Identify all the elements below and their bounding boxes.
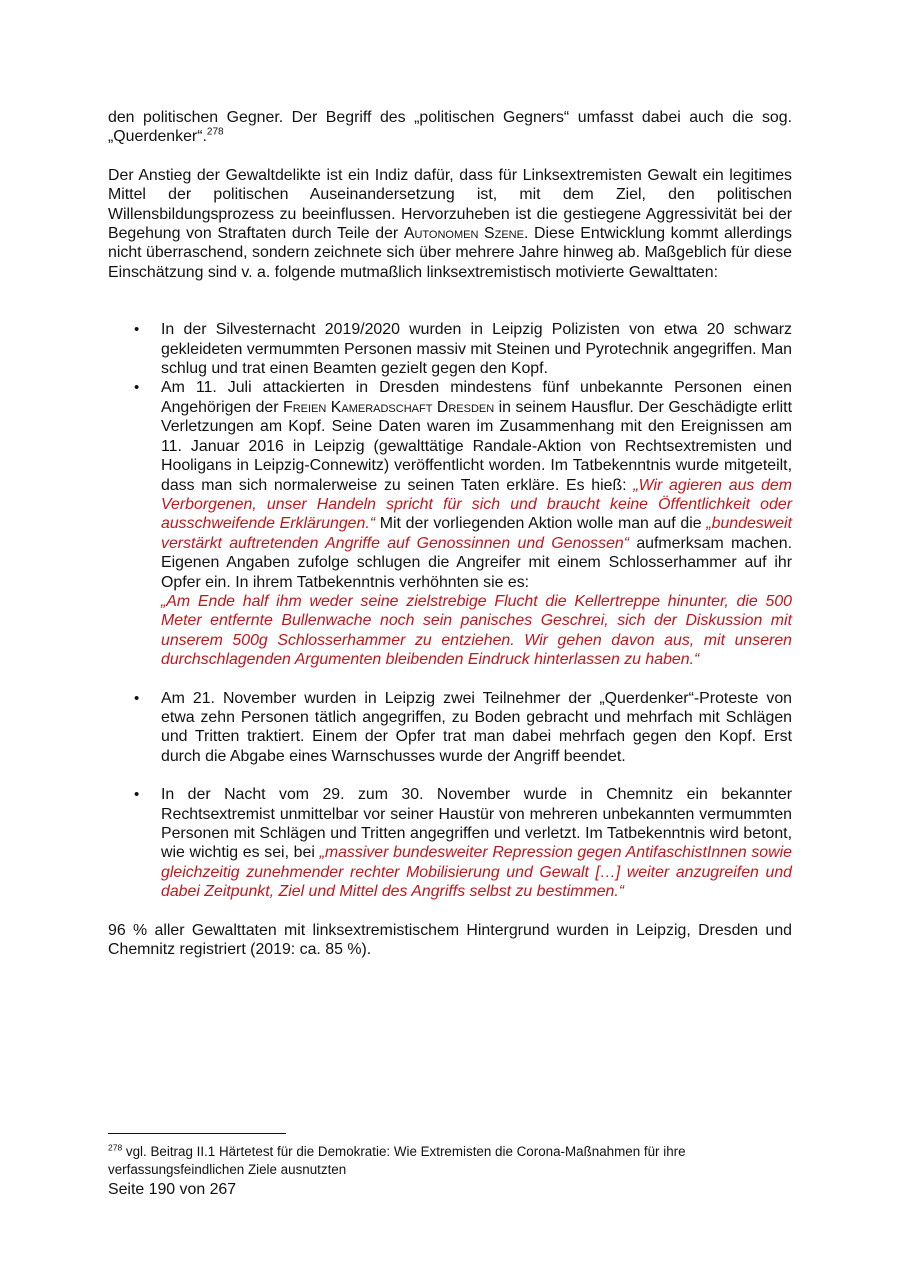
list-item: • Am 11. Juli attackierten in Dresden mindestens fünf unbekannte Personen einen Angehörigen der Freien Kameradschaft Dresden in seinem Hausflur. Der Geschädigte erlitt Verletzungen am Kopf. Seine Daten waren im Zusammenhang mit den Ereignissen am 11. Januar 2016 in Leipzig (gewalttätige Randale-Aktion von Rechtsextremisten und Hooligans in Leipzig-Connewitz) veröffentlicht worden. Im Tatbekenntnis wurde mitgeteilt, dass man sich normalerweise zu seinen Taten erkläre. Es hieß: „Wir agieren aus dem Verborgenen, unser Handeln spricht für sich und braucht keine Öffentlichkeit oder ausschweifende Erklärungen.“ Mit der vorliegenden Aktion wolle man auf die „bundesweit verstärkt auftretenden Angriffe auf Genossinnen und Genossen“ aufmerksam machen. Eigenen Angaben zufolge schlugen die Angreifer mit einem Schlosserhammer auf ihr Opfer ein. In ihrem Tatbekenntnis verhöhnten sie es: „Am Ende half ihm weder seine zielstrebige Flucht die Kellertreppe hinunter, die 500 Meter entfernte Bullenwache noch sein panisches Geschrei, sich der Diskussion mit unserem 500g Schlosserhammer zu entziehen. Wir gehen davon aus, mit unseren durchschlagenden Argumenten bleibenden Eindruck hinterlassen zu haben.“ xyxy=(134,379,793,669)
list-item: • In der Silvesternacht 2019/2020 wurden in Leipzig Polizisten von etwa 20 schwarz gekleideten vermummten Personen massiv mit Steinen und Pyrotechnik angegriffen. Man schlug und trat einen Beamten gezielt gegen den Kopf. xyxy=(134,321,792,378)
bullet-icon: • xyxy=(134,786,140,804)
organization-name: Autonomen Szene xyxy=(403,225,524,243)
list-item: • In der Nacht vom 29. zum 30. November wurde in Chemnitz ein bekannter Rechtsextremist unmittelbar vor seiner Haustür von mehreren unbekannten vermummten Personen mit Schlägen und Tritten angegriffen und verletzt. Im Tatbekenntnis wird betont, wie wichtig es sei, bei „massiver bundesweiter Repression gegen AntifaschistInnen sowie gleichzeitig zunehmender rechter Mobilisierung und Gewalt […] weiter anzugreifen und dabei Zeitpunkt, Ziel und Mittel des Angriffs selbst zu bestimmen.“ xyxy=(134,786,792,901)
block-quote: „Am Ende half ihm weder seine zielstrebige Flucht die Kellertreppe hinunter, die 500 Meter entfernte Bullenwache noch sein panisches Geschrei, sich der Diskussion mit unserem 500g Schlosserhammer zu entziehen. Wir gehen davon aus, mit unseren durchschlagenden Argumenten bleibenden Eindruck hinterlassen zu haben.“ xyxy=(161,592,792,669)
incident-list xyxy=(108,320,792,669)
footnote-reference[interactable]: 278 xyxy=(206,127,224,139)
page-number: Seite 190 von 267 xyxy=(108,1181,237,1199)
analysis-paragraph: Der Anstieg der Gewaltdelikte ist ein Indiz dafür, dass für Linksextremisten Gewalt ein legitimes Mittel der politischen Auseinandersetzung ist, mit dem Ziel, den politischen Willensbildungsprozess zu beeinflussen. Hervorzuheben ist die gestiegene Aggressivität bei der Begehung von Straftaten durch Teile der Autonomen Szene. Diese Entwicklung kommt allerdings nicht überraschend, sondern zeichnete sich über mehrere Jahre hinweg ab. Maßgeblich für diese Einschätzung sind v. a. folgende mutmaßlich linksextremistisch motivierte Gewalttaten: xyxy=(108,166,792,281)
incident-list xyxy=(108,785,792,901)
bullet-icon: • xyxy=(134,379,140,397)
incident-list xyxy=(108,689,792,767)
footnote: $^{278}$ vgl. Beitrag II.1 Härtetest für die Demokratie: Wie Extremisten die Corona-Maßnahmen für ihre verfassungsfeindlichen Ziele ausnutzten xyxy=(108,1142,686,1178)
quote: „massiver bundesweiter Repression gegen AntifaschistInnen sowie gleichzeitig zunehmender rechter Mobilisierung und Gewalt […] weiter anzugreifen und dabei Zeitpunkt, Ziel und Mittel des Angriffs selbst zu bestimmen.“ xyxy=(161,844,792,901)
document-body xyxy=(108,108,792,959)
footnote-divider xyxy=(108,1133,286,1134)
quote: „Wir agieren aus dem Verborgenen, unser Handeln spricht für sich und braucht keine Öffentlichkeit oder ausschweifende Erklärungen.“ xyxy=(161,476,792,533)
bullet-icon: • xyxy=(134,689,140,707)
page-footer xyxy=(108,1133,792,1200)
quote: „bundesweit verstärkt auftretenden Angriffe auf Genossinnen und Genossen“ xyxy=(161,515,792,552)
intro-paragraph: den politischen Gegner. Der Begriff des „politischen Gegners“ umfasst dabei auch die sog. „Querdenker“.$^{278}$ xyxy=(108,109,792,146)
bullet-icon: • xyxy=(134,321,140,339)
list-item: • Am 21. November wurden in Leipzig zwei Teilnehmer der „Querdenker“-Proteste von etwa zehn Personen tätlich angegriffen, zu Boden gebracht und mehrfach mit Schlägen und Tritten traktiert. Einem der Opfer trat man dabei mehrfach gegen den Kopf. Erst durch die Abgabe eines Warnschusses wurde der Angriff beendet. xyxy=(134,689,792,765)
organization-name: Freien Kameradschaft Dresden xyxy=(282,398,495,416)
closing-paragraph: 96 % aller Gewalttaten mit linksextremistischem Hintergrund wurden in Leipzig, Dresden und Chemnitz registriert (2019: ca. 85 %). xyxy=(108,921,792,959)
footnote-number: 278 xyxy=(108,1142,123,1153)
